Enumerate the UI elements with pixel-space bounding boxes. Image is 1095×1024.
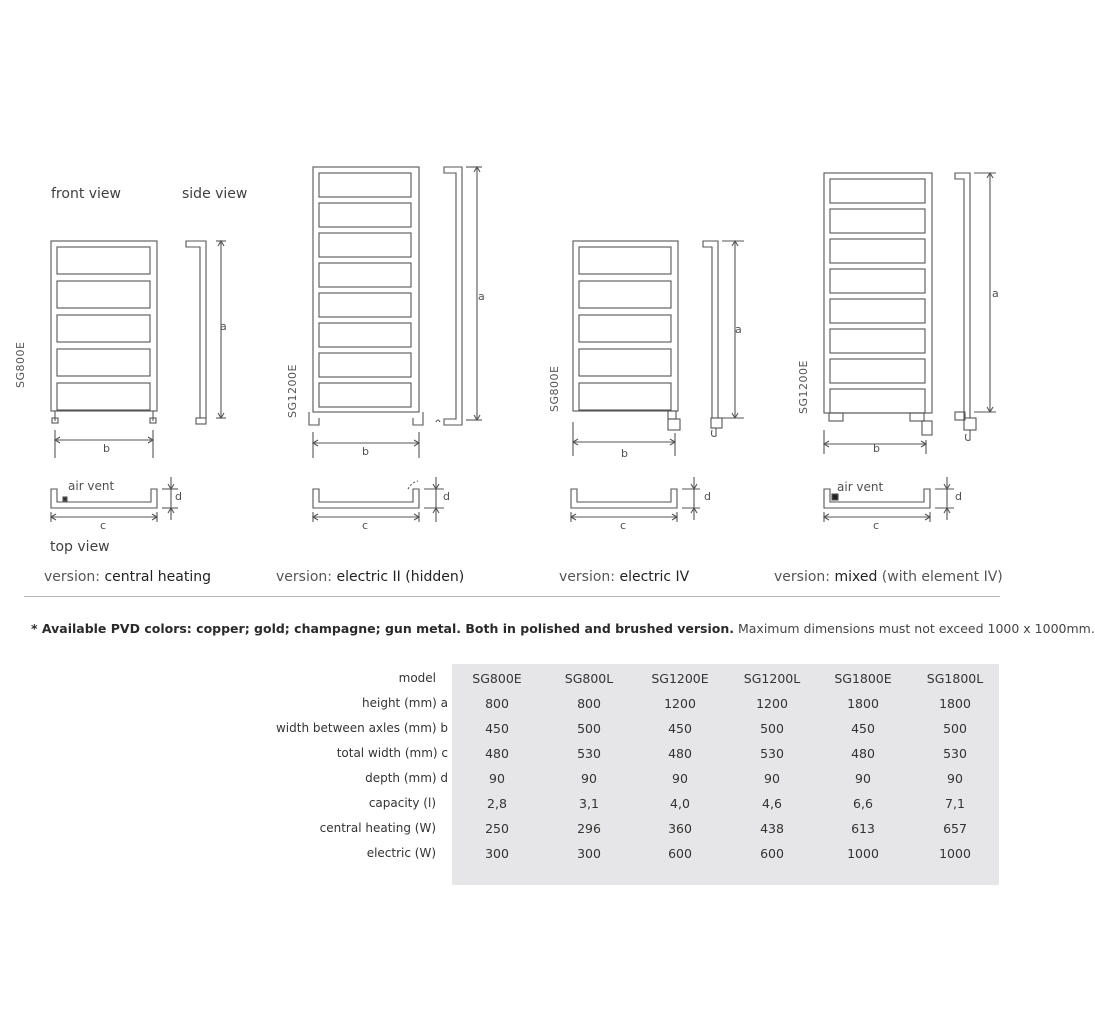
section-divider — [24, 596, 1000, 597]
dim-c-4: c — [873, 519, 880, 532]
table-cell: 6,6 — [853, 796, 873, 811]
dim-c-2: c — [362, 519, 369, 532]
drawing-electric-iv-side — [703, 241, 744, 436]
version-suffix: (with element IV) — [881, 569, 1003, 585]
drawing-mixed-side — [955, 173, 996, 440]
air-vent-label-1: air vent — [68, 479, 115, 493]
table-cell: 4,0 — [670, 796, 690, 811]
dim-b-1: b — [103, 442, 110, 455]
dim-c-1: c — [100, 519, 107, 532]
version-prefix: version: — [44, 569, 100, 585]
table-cell: 600 — [760, 846, 784, 861]
table-cell: 450 — [851, 721, 875, 736]
table-cell: 450 — [668, 721, 692, 736]
row-label: width between axles (mm) b — [275, 721, 448, 735]
row-label: capacity (l) — [368, 796, 436, 810]
row-label: electric (W) — [366, 846, 436, 860]
drawing-electric-iv-front — [573, 241, 680, 456]
version-prefix: version: — [276, 569, 332, 585]
note-normal: Maximum dimensions must not exceed 1000 x 1000mm. — [737, 621, 1095, 636]
table-cell: 90 — [581, 771, 597, 786]
version-caption-2 — [276, 569, 464, 585]
model-label-3: SG800E — [548, 365, 561, 412]
table-cell: 530 — [943, 746, 967, 761]
table-cell: 90 — [672, 771, 688, 786]
table-cell: 480 — [668, 746, 692, 761]
table-cell: 90 — [489, 771, 505, 786]
row-label: model — [398, 671, 436, 685]
drawing-electric-ii-front — [309, 167, 423, 458]
dim-b-4: b — [873, 442, 880, 455]
table-cell: 90 — [764, 771, 780, 786]
version-caption-1 — [44, 569, 211, 585]
dim-d-2: d — [443, 490, 450, 503]
table-cell: 296 — [577, 821, 601, 836]
row-label: total width (mm) c — [336, 746, 448, 760]
dim-a-1: a — [220, 320, 227, 333]
table-cell: 1800 — [847, 696, 879, 711]
table-cell: 530 — [760, 746, 784, 761]
table-cell: 250 — [485, 821, 509, 836]
table-cell: 1000 — [847, 846, 879, 861]
table-cell: 1000 — [939, 846, 971, 861]
table-header-cell: SG1200L — [743, 671, 801, 686]
version-prefix: version: — [559, 569, 615, 585]
table-header-cell: SG1200E — [651, 671, 709, 686]
table-cell: 300 — [485, 846, 509, 861]
table-cell: 800 — [485, 696, 509, 711]
drawing-electric-ii-side — [436, 167, 482, 425]
table-cell: 300 — [577, 846, 601, 861]
drawing-mixed-front — [824, 173, 932, 454]
drawing-electric-iv-top — [571, 477, 700, 522]
air-vent-label-2: air vent — [837, 480, 884, 494]
side-view-label: side view — [182, 186, 248, 202]
version-name: electric IV — [619, 569, 690, 585]
dim-a-4: a — [992, 287, 999, 300]
table-header-cell: SG800L — [564, 671, 614, 686]
table-cell: 7,1 — [945, 796, 965, 811]
model-label-2: SG1200E — [286, 364, 299, 418]
table-cell: 480 — [485, 746, 509, 761]
dim-b-3: b — [621, 447, 628, 460]
table-cell: 500 — [577, 721, 601, 736]
drawing-electric-ii-top — [313, 477, 444, 522]
table-cell: 600 — [668, 846, 692, 861]
version-name: mixed — [834, 569, 878, 585]
version-name: electric II (hidden) — [336, 569, 465, 585]
table-cell: 2,8 — [487, 796, 507, 811]
table-cell: 1200 — [664, 696, 696, 711]
table-cell: 530 — [577, 746, 601, 761]
dim-d-1: d — [175, 490, 182, 503]
table-cell: 3,1 — [579, 796, 599, 811]
version-caption-3 — [559, 569, 689, 585]
table-header-cell: SG800E — [472, 671, 522, 686]
table-cell: 360 — [668, 821, 692, 836]
row-label: depth (mm) d — [365, 771, 448, 785]
dim-d-3: d — [704, 490, 711, 503]
table-cell: 500 — [943, 721, 967, 736]
top-view-label: top view — [50, 539, 110, 555]
version-prefix: version: — [774, 569, 830, 585]
table-cell: 438 — [760, 821, 784, 836]
pvd-colors-note — [31, 621, 1095, 636]
dim-b-2: b — [362, 445, 369, 458]
model-label-1: SG800E — [14, 341, 27, 388]
dim-a-2: a — [478, 290, 485, 303]
drawing-central-heating-front — [51, 241, 157, 458]
table-cell: 1200 — [756, 696, 788, 711]
note-bold: * Available PVD colors: copper; gold; champagne; gun metal. Both in polished and brushed version. — [31, 621, 734, 636]
dim-c-3: c — [620, 519, 627, 532]
row-label: height (mm) a — [362, 696, 448, 710]
table-cell: 90 — [947, 771, 963, 786]
table-cell: 480 — [851, 746, 875, 761]
table-cell: 90 — [855, 771, 871, 786]
dim-a-3: a — [735, 323, 742, 336]
table-cell: 657 — [943, 821, 967, 836]
table-header-cell: SG1800L — [926, 671, 984, 686]
table-header-cell: SG1800E — [834, 671, 892, 686]
table-cell: 450 — [485, 721, 509, 736]
table-cell: 1800 — [939, 696, 971, 711]
table-cell: 500 — [760, 721, 784, 736]
version-caption-4 — [774, 569, 1003, 585]
version-name: central heating — [104, 569, 212, 585]
row-label: central heating (W) — [319, 821, 436, 835]
dim-d-4: d — [955, 490, 962, 503]
table-cell: 4,6 — [762, 796, 782, 811]
model-label-4: SG1200E — [797, 360, 810, 414]
table-cell: 800 — [577, 696, 601, 711]
front-view-label: front view — [51, 186, 121, 202]
table-cell: 613 — [851, 821, 875, 836]
